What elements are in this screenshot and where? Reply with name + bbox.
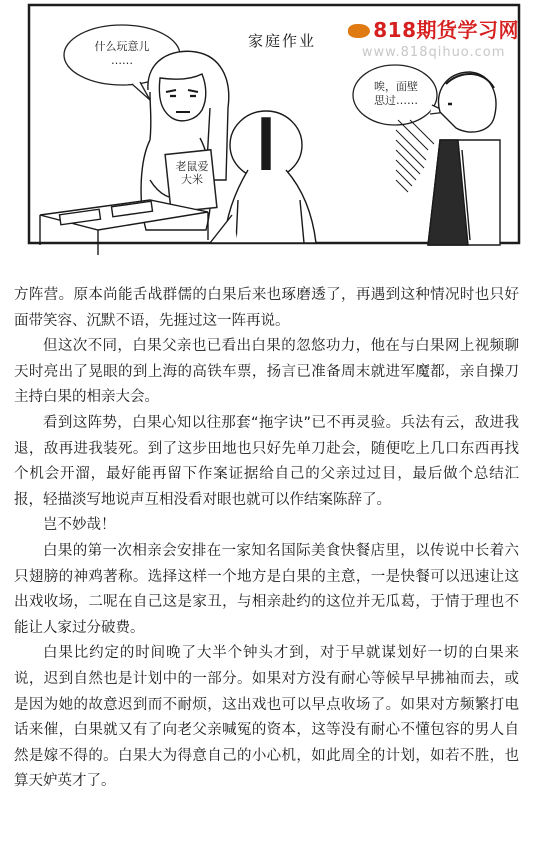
book-title: 老鼠爱大米 xyxy=(175,160,209,186)
comic-illustration xyxy=(0,0,533,262)
watermark-brand: 818期货学习网 xyxy=(348,14,519,43)
boy-figure xyxy=(428,72,500,245)
watermark-url: www.818qihuo.com xyxy=(361,45,506,60)
fish-logo-icon xyxy=(348,24,370,38)
paragraph: 方阵营。原本尚能舌战群儒的白果后来也琢磨透了，再遇到这种情况时也只好面带笑容、沉默不语，先捱过这一阵再说。 xyxy=(14,287,519,329)
paragraph: 岂不妙哉！ xyxy=(43,517,116,534)
site-watermark xyxy=(348,14,519,60)
article-body xyxy=(14,283,519,795)
paragraph: 但这次不同，白果父亲也已看出白果的忽悠功力，他在与白果网上视频聊天时亮出了晃眼的到上海的高铁车票，扬言已准备周末就进军魔都，亲自操刀主持白果的相亲大会。 xyxy=(14,338,519,406)
paragraph: 白果比约定的时间晚了大半个钟头才到，对于早就谋划好一切的白果来说，迟到自然也是计划中的一部分。如果对方没有耐心等候早早拂袖而去，或是因为她的故意迟到而不耐烦，这出戏也可以早点收场了。如果对方频繁打电话来催，白果就又有了向老父亲喊冤的资本，这等没有耐心不懂包容的男人自然是嫁不得的。白果大为得意自己的小心机，如此周全的计划，如若不胜，也算天妒英才了。 xyxy=(14,645,519,790)
paragraph: 白果的第一次相亲会安排在一家知名国际美食快餐店里，以传说中长着六只翅膀的神鸡著称。选择这样一个地方是白果的主意，一是快餐可以迅速让这出戏收场，二呢在自己这是家丑，与相亲赴约的这位并无瓜葛，于情于理也不能让人家过分破费。 xyxy=(14,542,519,636)
teacher-speech-text: 什么玩意儿 …… xyxy=(94,40,150,67)
boy-speech-text: 唉，面壁 思过…… xyxy=(374,80,418,107)
paragraph: 看到这阵势，白果心知以往那套“拖字诀”已不再灵验。兵法有云，敌进我退，敌再进我装死。到了这步田地也只好先单刀赴会，随便吃上几口东西再找个机会开溜，最好能再留下作案证据给自己的父亲过过目，最后做个总结汇报，轻描淡写地说声互相没看对眼也就可以作结案陈辞了。 xyxy=(14,414,519,508)
wall-shadow xyxy=(396,120,434,192)
blackboard-writing: 家庭作业 xyxy=(248,32,317,50)
